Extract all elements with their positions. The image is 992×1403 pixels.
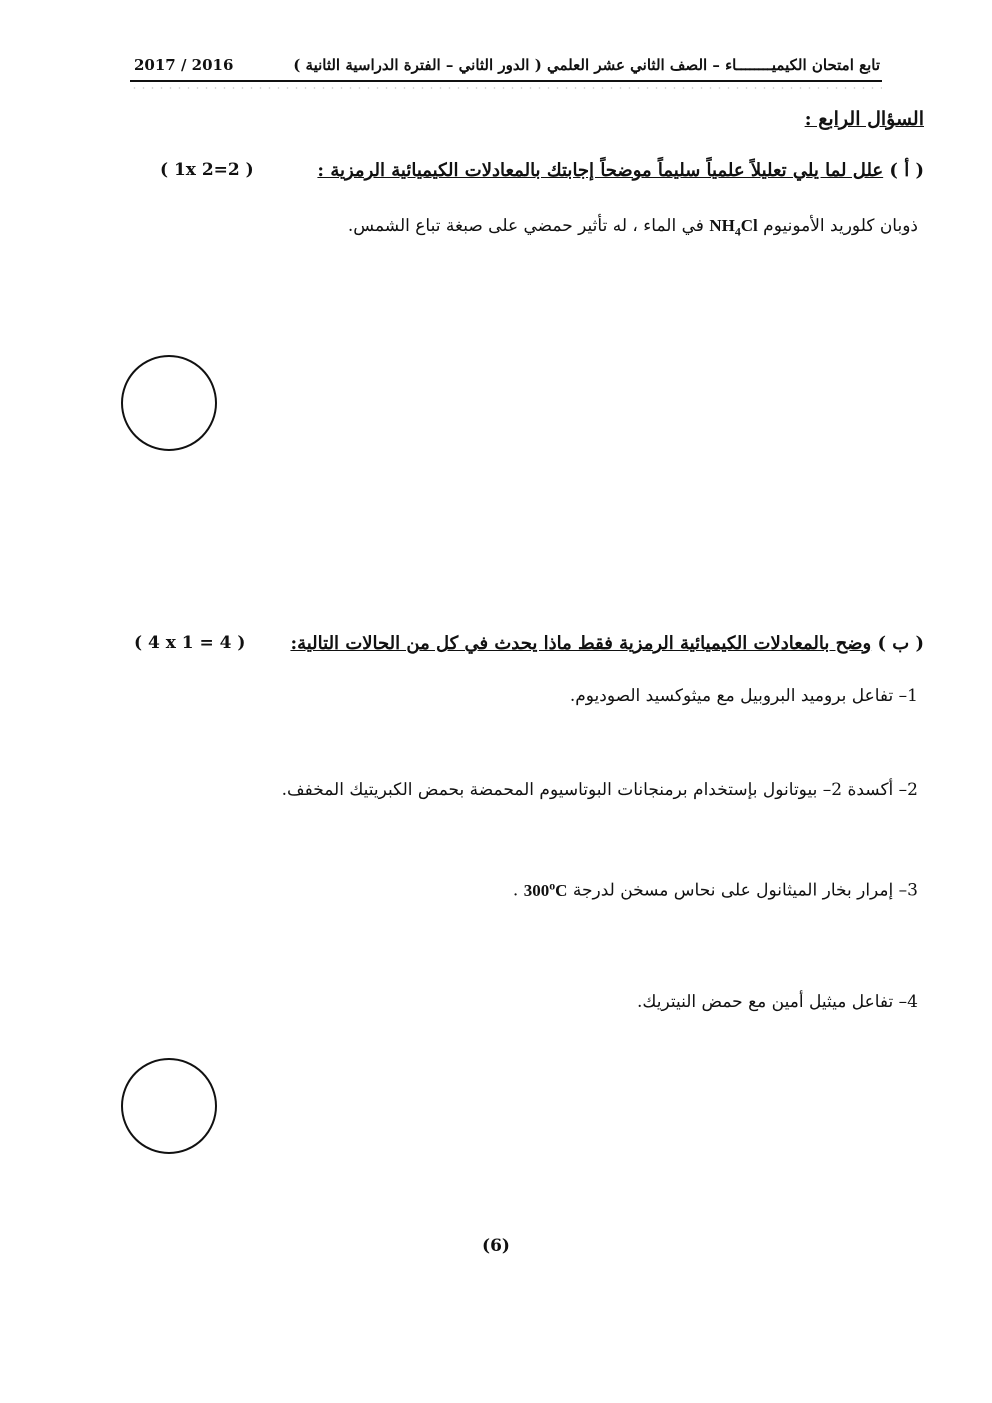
exam-header-year: 2017 / 2016 xyxy=(134,56,234,74)
part-a-item xyxy=(348,216,918,239)
part-b-item-1: 1– تفاعل بروميد البروبيل مع ميثوكسيد الصوديوم. xyxy=(569,686,918,706)
part-a-label: ( أ ) xyxy=(889,160,924,181)
exam-header-text: تابع امتحان الكيميــــــــاء – الصف الثاني عشر العلمي ( الدور الثاني – الفترة الدراسية الثانية ) xyxy=(293,56,880,74)
temperature-value: 300$^o$C xyxy=(523,878,568,900)
part-b-item-3: 3– إمرار بخار الميثانول على نحاس مسخن لدرجة 300$^o$C . xyxy=(512,878,918,901)
part-b-item-4: 4– تفاعل ميثيل أمين مع حمض النيتريك. xyxy=(636,992,918,1012)
question-title: السؤال الرابع : xyxy=(804,108,924,130)
score-circle-b xyxy=(121,1058,217,1154)
part-b-heading xyxy=(290,633,924,654)
header-divider xyxy=(130,80,882,82)
part-a-heading xyxy=(317,160,924,181)
part-a-item-suffix: في الماء ، له تأثير حمضي على صبغة تباع الشمس. xyxy=(347,216,704,236)
ammonium-chloride-formula: $NH_4Cl$ xyxy=(709,216,758,239)
score-circle-a xyxy=(121,355,217,451)
part-b-instruction: وضح بالمعادلات الكيميائية الرمزية فقط ماذا يحدث في كل من الحالات التالية: xyxy=(290,633,872,654)
part-b-marks: ( 4 x 1 = 4 ) xyxy=(134,633,246,653)
part-a-item-prefix: ذوبان كلوريد الأمونيوم xyxy=(763,216,918,236)
part-a-instruction: علل لما يلي تعليلاً علمياً سليماً موضحاً إجابتك بالمعادلات الكيميائية الرمزية : xyxy=(317,160,884,181)
header-dotted-line xyxy=(130,86,882,90)
part-b-label: ( ب ) xyxy=(877,633,924,654)
part-a-marks: ( 1x 2=2 ) xyxy=(160,160,254,180)
page-number: (6) xyxy=(482,1236,510,1256)
part-b-item-2: 2– أكسدة 2– بيوتانول بإستخدام برمنجانات البوتاسيوم المحمضة بحمض الكبريتيك المخفف. xyxy=(281,780,918,800)
